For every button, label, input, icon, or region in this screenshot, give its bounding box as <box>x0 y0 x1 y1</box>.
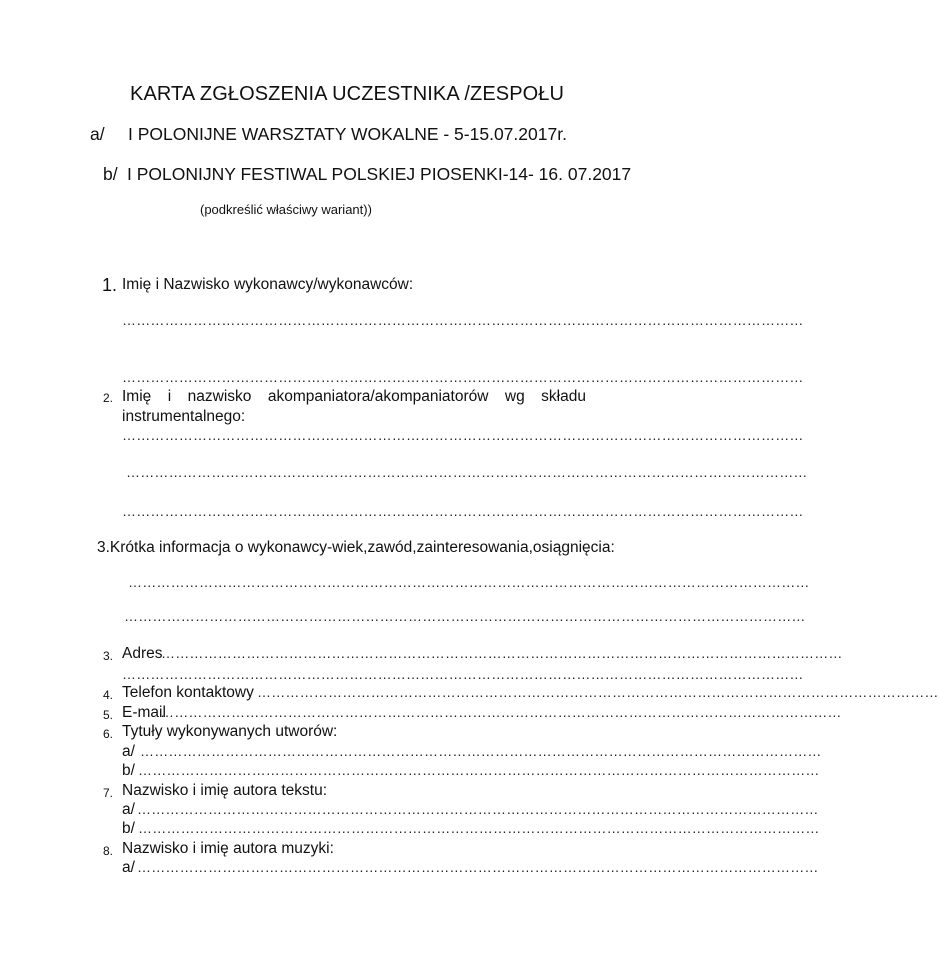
item-8-number: 8. <box>103 844 114 858</box>
titles-line-a[interactable]: ……………………………………………………………………………………………………………………………… <box>140 743 822 759</box>
variant-a-label: a/ <box>90 124 105 144</box>
info-line-2[interactable]: ……………………………………………………………………………………………………………………………… <box>124 608 806 624</box>
section-2-label-line-2: instrumentalnego: <box>122 408 246 425</box>
titles-line-b[interactable]: ……………………………………………………………………………………………………………………………… <box>138 762 820 778</box>
section-2-word: akompaniatora/akompaniatorów <box>267 388 489 405</box>
email-line[interactable]: ……………………………………………………………………………………………………………………………… <box>160 704 842 720</box>
performer-name-line-2[interactable]: ……………………………………………………………………………………………………………………………… <box>122 369 804 385</box>
underline-note: (podkreślić właściwy wariant)) <box>200 202 372 217</box>
item-5-number: 5. <box>103 708 114 722</box>
accompanist-line-3[interactable]: ……………………………………………………………………………………………………………………………… <box>122 503 804 519</box>
address-line-1[interactable]: ……………………………………………………………………………………………………………………………… <box>161 645 843 661</box>
variant-a-text: I POLONIJNE WARSZTATY WOKALNE - 5-15.07.2017r. <box>128 124 567 144</box>
music-author-label: Nazwisko i imię autora muzyki: <box>122 840 334 857</box>
address-line-2[interactable]: ……………………………………………………………………………………………………………………………… <box>122 666 804 682</box>
lyrics-author-label: Nazwisko i imię autora tekstu: <box>122 782 328 799</box>
form-title: KARTA ZGŁOSZENIA UCZESTNIKA /ZESPOŁU <box>130 83 565 105</box>
performer-name-line-1[interactable]: ……………………………………………………………………………………………………………………………… <box>122 312 804 328</box>
accompanist-line-2[interactable]: ……………………………………………………………………………………………………………………………… <box>126 464 808 480</box>
lyrics-author-sub-b-label: b/ <box>122 820 135 837</box>
section-3-label: 3.Krótka informacja o wykonawcy-wiek,zawód,zainteresowania,osiągnięcia: <box>97 539 615 556</box>
accompanist-line-1[interactable]: ……………………………………………………………………………………………………………………………… <box>122 427 804 443</box>
phone-label: Telefon kontaktowy <box>122 684 254 701</box>
titles-label: Tytuły wykonywanych utworów: <box>122 723 338 740</box>
phone-line[interactable]: ……………………………………………………………………………………………………………………………… <box>257 684 939 700</box>
section-2-word: nazwisko <box>187 388 252 405</box>
section-2-number: 2. <box>103 391 114 405</box>
music-author-sub-a-label: a/ <box>122 859 135 876</box>
variant-b-label: b/ <box>103 164 118 184</box>
item-3-number: 3. <box>103 649 114 663</box>
address-label: Adres <box>122 645 163 662</box>
section-2-word: Imię <box>122 388 152 405</box>
lyrics-author-line-a[interactable]: ……………………………………………………………………………………………………………………………… <box>137 801 819 817</box>
section-2-word: składu <box>541 388 586 405</box>
item-4-number: 4. <box>103 688 114 702</box>
item-6-number: 6. <box>103 727 114 741</box>
titles-sub-b-label: b/ <box>122 762 135 779</box>
item-7-number: 7. <box>103 786 114 800</box>
section-1-number: 1. <box>102 275 118 295</box>
lyrics-author-sub-a-label: a/ <box>122 801 135 818</box>
variant-b-text: I POLONIJNY FESTIWAL POLSKIEJ PIOSENKI-14- 16. 07.2017 <box>127 164 632 184</box>
section-2-word: wg <box>504 388 525 405</box>
info-line-1[interactable]: ……………………………………………………………………………………………………………………………… <box>128 574 810 590</box>
section-2-label-line-1 <box>122 388 586 406</box>
titles-sub-a-label: a/ <box>122 743 135 760</box>
section-1-label: Imię i Nazwisko wykonawcy/wykonawców: <box>122 276 414 293</box>
music-author-line-a[interactable]: ……………………………………………………………………………………………………………………………… <box>137 859 819 875</box>
email-label: E-mail <box>122 704 166 721</box>
section-2-word: i <box>167 388 172 405</box>
lyrics-author-line-b[interactable]: ……………………………………………………………………………………………………………………………… <box>138 820 820 836</box>
